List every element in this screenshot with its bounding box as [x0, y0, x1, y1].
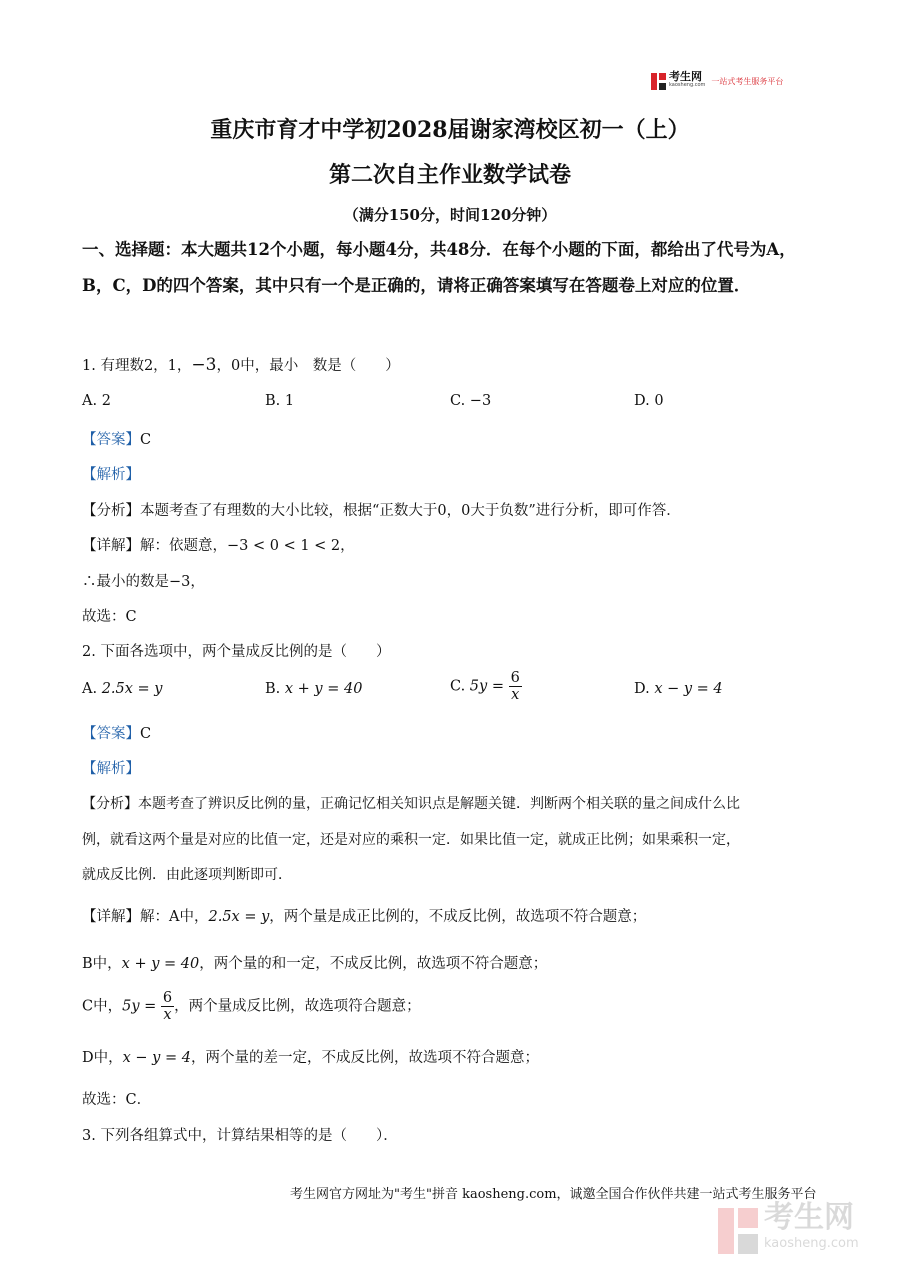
- q2-option-b: B. x + y = 40: [265, 681, 363, 697]
- q2-choose: 故选：C．: [82, 1092, 152, 1108]
- exam-subtitle: 第二次自主作业数学试卷: [328, 162, 571, 188]
- q1-detail: 【详解】解：依题意，−3 < 0 < 1 < 2，: [82, 538, 355, 554]
- q1-analysis-tag: 【解析】: [82, 467, 140, 483]
- header-logo: [651, 72, 783, 90]
- q2-option-c: C. 5y = $\frac{6}{x}$: [450, 670, 520, 703]
- logo-url: kaosheng.com: [669, 82, 706, 88]
- q1-option-c: C. −3: [450, 393, 492, 409]
- q3-stem: 3. 下列各组算式中，计算结果相等的是（ ）．: [82, 1128, 398, 1144]
- watermark-name: 考生网: [764, 1200, 854, 1235]
- q2-detail-d: D中，x − y = 4，两个量的差一定，不成反比例，故选项不符合题意；: [82, 1050, 539, 1066]
- logo-name: 考生网: [669, 70, 702, 83]
- q2-option-d: D. x − y = 4: [634, 681, 723, 697]
- q2-detail-c: C中，5y = $\frac{6}{x}$ ，两个量成反比例，故选项符合题意；: [82, 990, 421, 1023]
- q1-stem: 1. 有理数2，1，−3，0中，最小 数是（ ）: [82, 355, 400, 375]
- fraction: $\frac{6}{x}$: [510, 670, 520, 703]
- q1-conclusion: ∴最小的数是−3，: [82, 574, 205, 590]
- q1-answer: 【答案】C: [82, 432, 152, 448]
- q2-answer: 【答案】C: [82, 726, 152, 742]
- exam-title: 重庆市育才中学初2028届谢家湾校区初一（上）: [210, 117, 690, 143]
- section-instructions: 一、选择题：本大题共12个小题，每小题4分，共48分．在每个小题的下面，都给出了代号为A，B，C，D的四个答案，其中只有一个是正确的，请将正确答案填写在答题卷上对应的位置．: [82, 240, 796, 295]
- q2-option-a: A. 2.5x = y: [82, 681, 163, 697]
- q2-fenxi-1: 【分析】本题考查了辨识反比例的量，正确记忆相关知识点是解题关键．判断两个相关联的量之间成什么比: [82, 796, 740, 812]
- q1-fenxi: 【分析】本题考查了有理数的大小比较，根据“正数大于0，0大于负数”进行分析，即可作答．: [82, 503, 681, 519]
- watermark-logo: [718, 1200, 859, 1257]
- q2-analysis-tag: 【解析】: [82, 761, 140, 777]
- q2-detail-b: B中，x + y = 40，两个量的和一定，不成反比例，故选项不符合题意；: [82, 956, 548, 972]
- logo-slogan: 一站式考生服务平台: [711, 76, 784, 86]
- q1-choose: 故选：C: [82, 609, 137, 625]
- fraction: $\frac{6}{x}$: [162, 990, 173, 1023]
- q1-option-a: A. 2: [82, 393, 111, 409]
- q2-stem: 2. 下面各选项中，两个量成反比例的是（ ）: [82, 644, 391, 660]
- watermark-url: kaosheng.com: [764, 1236, 859, 1251]
- footer-text: 考生网官方网址为"考生"拼音 kaosheng.com，诚邀全国合作伙伴共建一站式考生服务平台: [290, 1187, 817, 1202]
- watermark-icon: [718, 1208, 758, 1254]
- q1-option-d: D. 0: [634, 393, 664, 409]
- q2-fenxi-3: 就成反比例．由此逐项判断即可．: [82, 867, 292, 883]
- exam-info: （满分150分，时间120分钟）: [343, 206, 557, 224]
- q1-option-b: B. 1: [265, 393, 295, 409]
- logo-icon: [651, 73, 666, 90]
- q2-fenxi-2: 例，就看这两个量是对应的比值一定，还是对应的乘积一定．如果比值一定，就成正比例；如果乘积一定，: [82, 832, 740, 848]
- q2-detail-a: 【详解】解：A中，2.5x = y，两个量是成正比例的，不成反比例，故选项不符合题意；: [82, 909, 647, 925]
